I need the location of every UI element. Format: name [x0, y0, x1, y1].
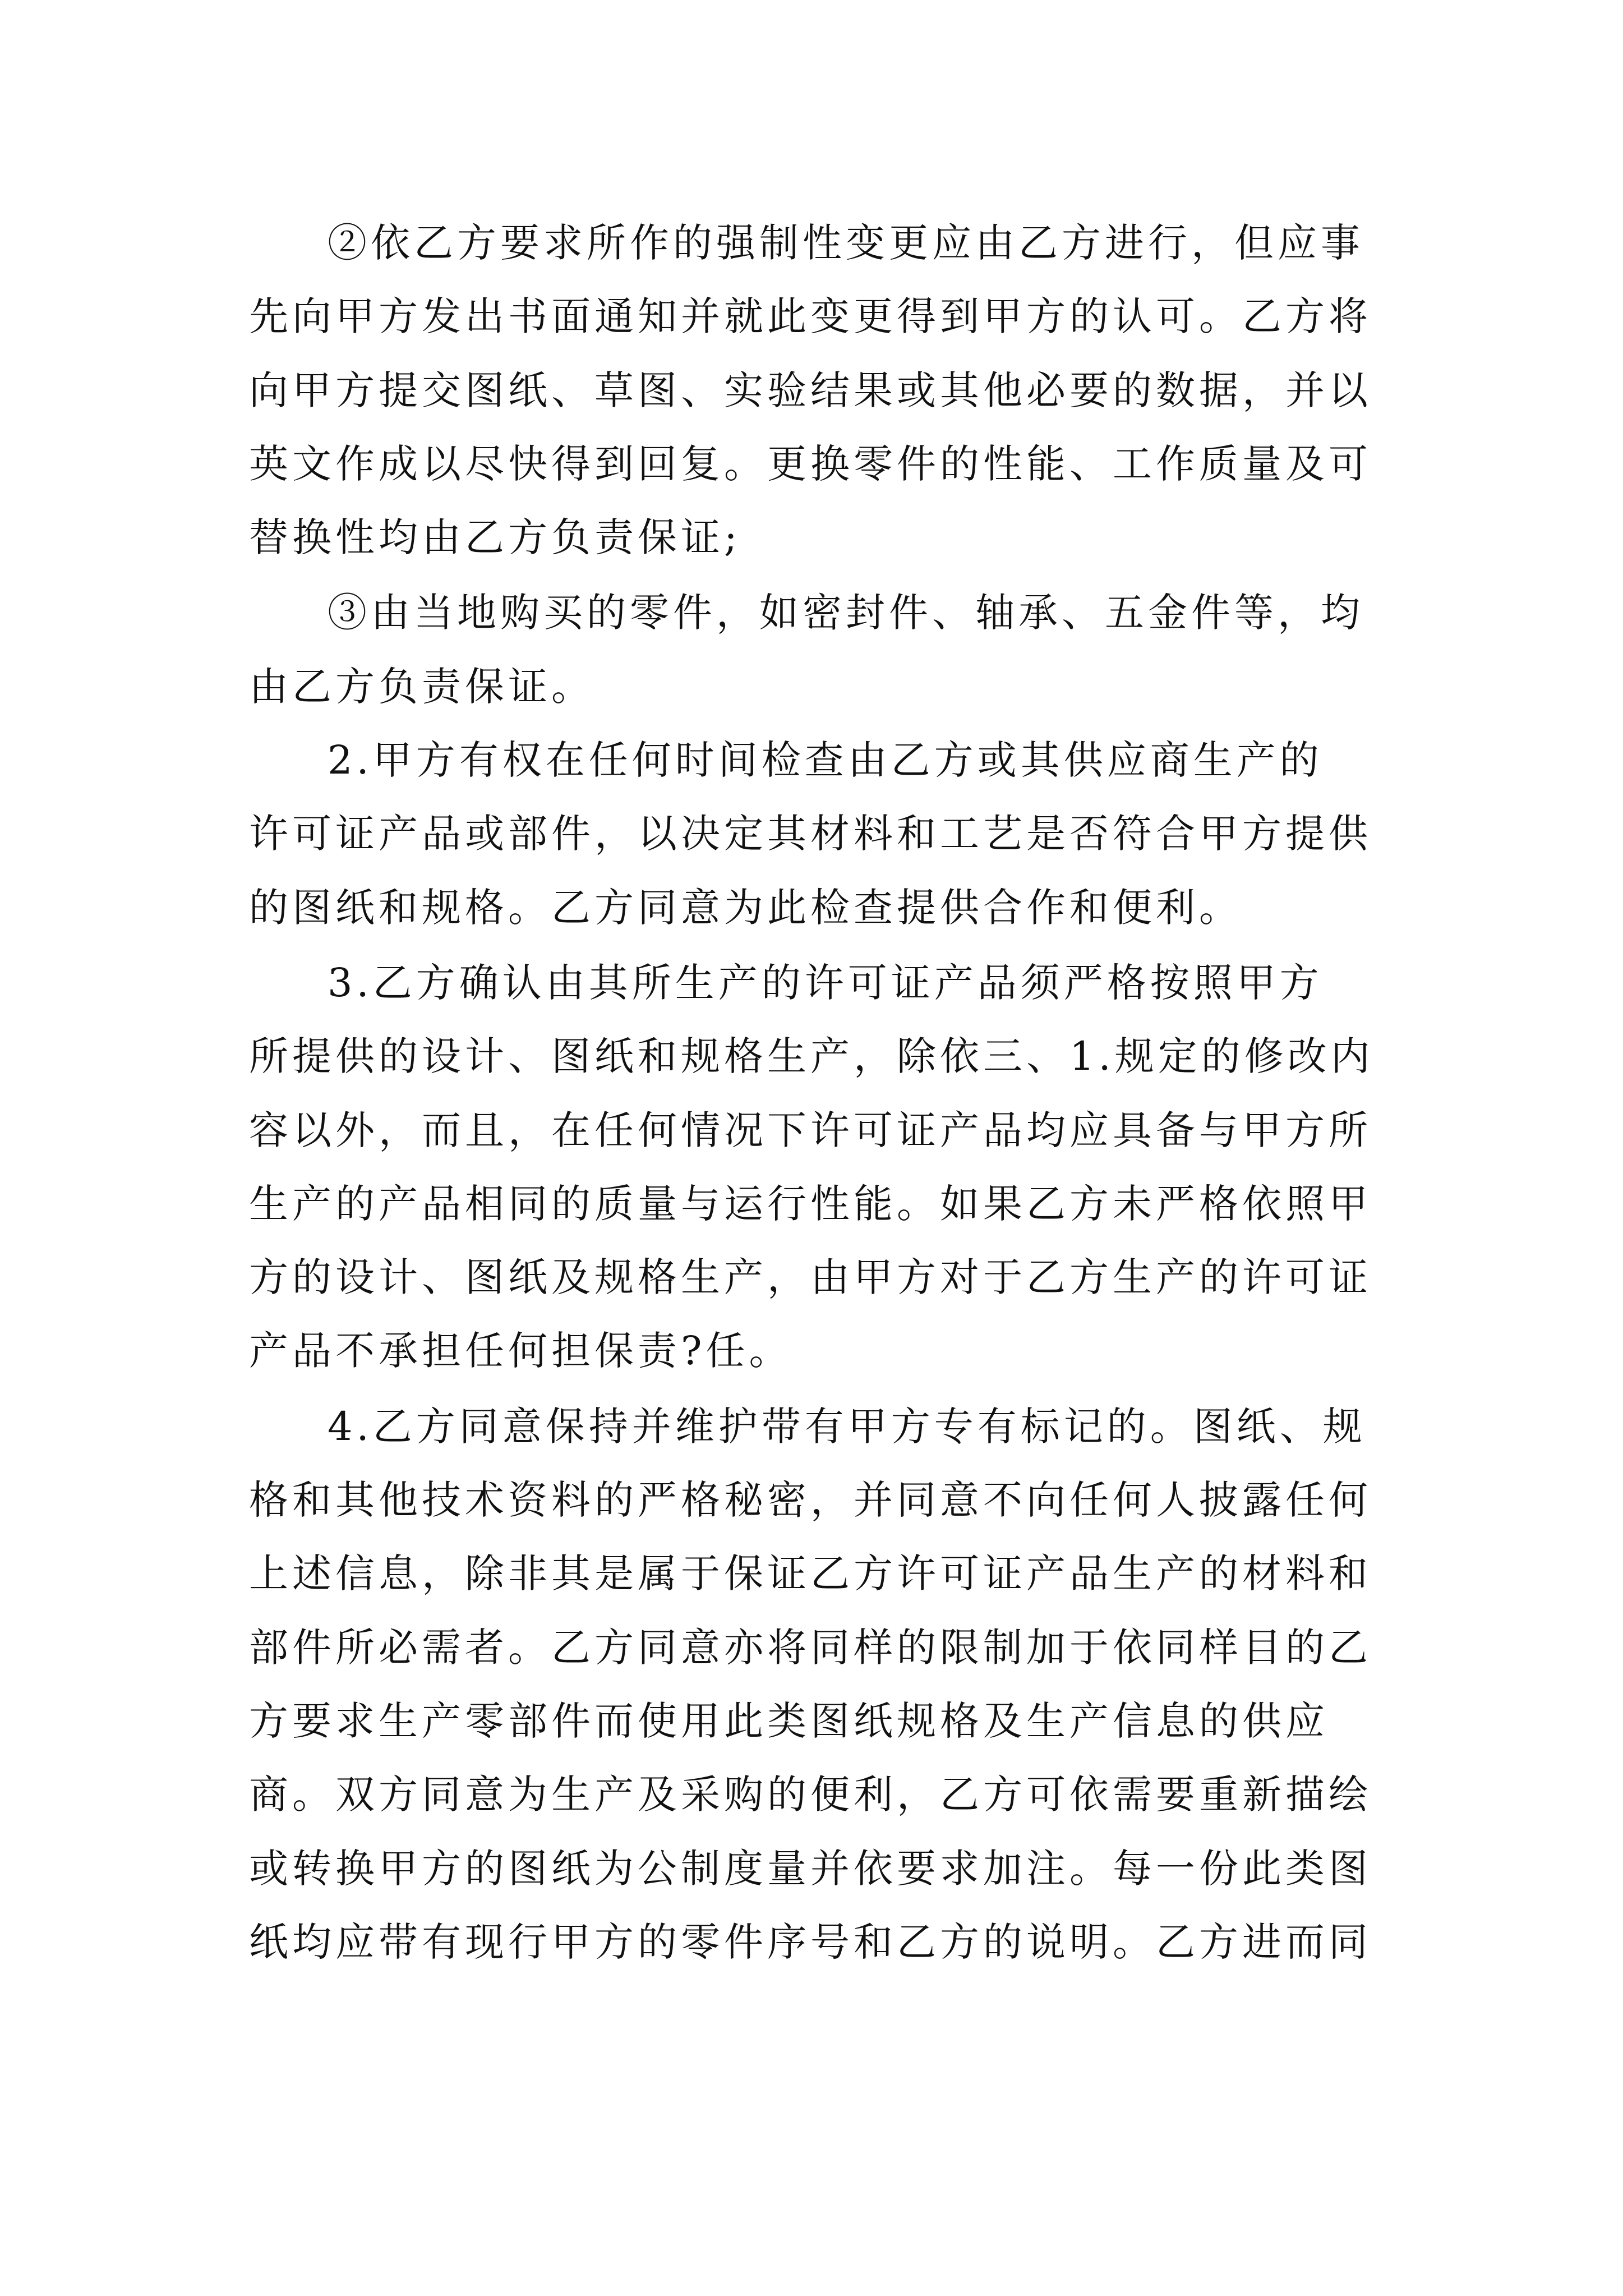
- clause-4-line-6: 商。双方同意为生产及采购的便利，乙方可依需要重新描绘: [249, 1772, 1372, 1818]
- clause-3-line-6: 产品不承担任何担保责?任。: [249, 1328, 792, 1374]
- paragraph-2-line-3: 向甲方提交图纸、草图、实验结果或其他必要的数据，并以: [249, 367, 1372, 413]
- clause-4-line-5: 方要求生产零部件而使用此类图纸规格及生产信息的供应: [249, 1697, 1329, 1744]
- clause-3-line-3: 容以外，而且，在任何情况下许可证产品均应具备与甲方所: [249, 1107, 1372, 1153]
- clause-4-line-7: 或转换甲方的图纸为公制度量并依要求加注。每一份此类图: [249, 1845, 1372, 1892]
- clause-3-line-2: 所提供的设计、图纸和规格生产，除依三、1.规定的修改内: [249, 1033, 1374, 1080]
- paragraph-2-line-4: 英文作成以尽快得到回复。更换零件的性能、工作质量及可: [249, 440, 1372, 487]
- clause-4-line-3: 上述信息，除非其是属于保证乙方许可证产品生产的材料和: [249, 1550, 1372, 1597]
- paragraph-2-line-2: 先向甲方发出书面通知并就此变更得到甲方的认可。乙方将: [249, 293, 1372, 340]
- paragraph-2-line-5: 替换性均由乙方负责保证;: [249, 514, 741, 561]
- clause-2-line-1: 2.甲方有权在任何时间检查由乙方或其供应商生产的: [328, 737, 1323, 784]
- clause-4-line-1: 4.乙方同意保持并维护带有甲方专有标记的。图纸、规: [328, 1403, 1366, 1450]
- clause-2-line-3: 的图纸和规格。乙方同意为此检查提供合作和便利。: [249, 884, 1242, 931]
- clause-3-line-5: 方的设计、图纸及规格生产，由甲方对于乙方生产的许可证: [249, 1254, 1372, 1301]
- paragraph-2-line-1: ②依乙方要求所作的强制性变更应由乙方进行，但应事: [328, 220, 1364, 266]
- clause-2-line-2: 许可证产品或部件，以决定其材料和工艺是否符合甲方提供: [249, 811, 1372, 857]
- clause-3-line-1: 3.乙方确认由其所生产的许可证产品须严格按照甲方: [328, 959, 1323, 1006]
- paragraph-3-line-2: 由乙方负责保证。: [249, 663, 594, 710]
- document-body: [249, 206, 1374, 1979]
- clause-4-line-8: 纸均应带有现行甲方的零件序号和乙方的说明。乙方进而同: [249, 1918, 1372, 1965]
- clause-4-line-4: 部件所必需者。乙方同意亦将同样的限制加于依同样目的乙: [249, 1624, 1372, 1671]
- clause-4-line-2: 格和其他技术资料的严格秘密，并同意不向任何人披露任何: [249, 1477, 1372, 1524]
- paragraph-3-line-1: ③由当地购买的零件，如密封件、轴承、五金件等，均: [328, 590, 1364, 636]
- clause-3-line-4: 生产的产品相同的质量与运行性能。如果乙方未严格依照甲: [249, 1180, 1372, 1227]
